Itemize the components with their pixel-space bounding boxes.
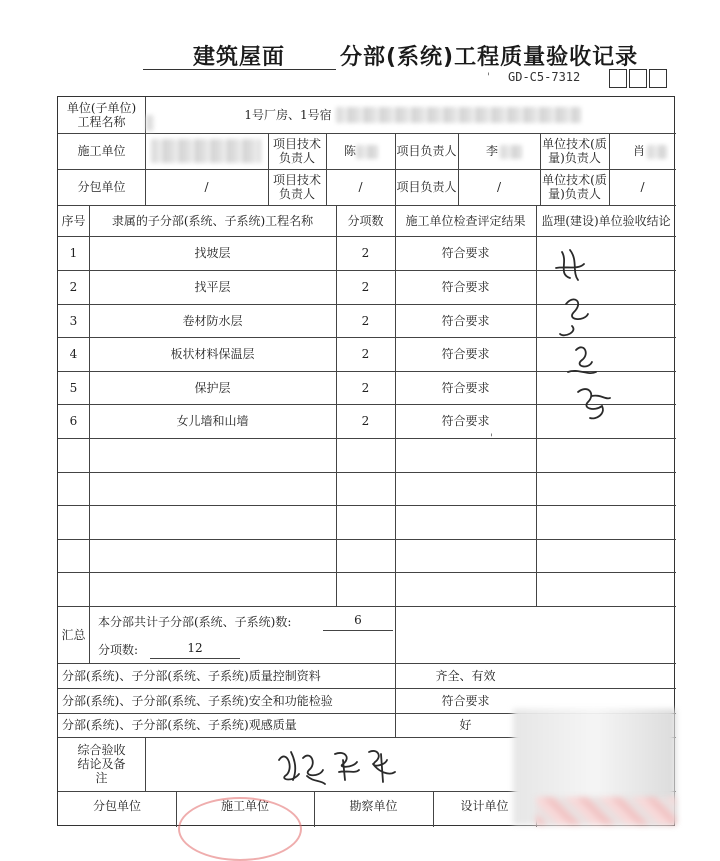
code-boxes	[609, 69, 669, 88]
unit-label-line2: 工程名称	[77, 115, 126, 129]
title-rest: 分部(系统)工程质量验收记录	[340, 45, 639, 70]
check-value: 齐全、有效	[435, 668, 496, 683]
redaction	[336, 107, 581, 123]
tech-lead-label-line2: 负责人	[278, 151, 315, 165]
check-label: 分部(系统)、子分部(系统、子系统)安全和功能检验	[62, 693, 333, 708]
check-value: 符合要求	[441, 693, 490, 708]
row-count: 2	[361, 347, 370, 361]
footer-contractor-unit: 施工单位	[220, 799, 269, 813]
sub-unit-tech-label-line2: 量)负责人	[548, 187, 601, 201]
unit-label-line1: 单位(子单位)	[66, 101, 137, 115]
sub-tech-lead-label-line1: 项目技术	[272, 173, 321, 187]
row-count: 2	[361, 246, 370, 260]
footer-sub-unit: 分包单位	[92, 799, 141, 813]
sub-project-lead-value: /	[496, 180, 502, 194]
unit-label	[58, 97, 145, 133]
title-underline	[143, 69, 336, 70]
unit-tech-label-line1: 单位技术(质	[542, 137, 607, 151]
tick-mark: '	[490, 433, 493, 444]
project-lead-value: 李	[485, 144, 498, 158]
row-result: 符合要求	[441, 380, 490, 395]
row-no: 1	[69, 246, 78, 260]
sub-tech-lead-label-line2: 负责人	[278, 187, 315, 201]
row-no: 4	[69, 347, 78, 361]
row-name: 找平层	[194, 280, 231, 294]
redaction	[500, 145, 522, 159]
redaction	[151, 139, 261, 163]
conclusion-label-line1: 综合验收	[77, 743, 126, 757]
tech-lead-value: 陈	[343, 144, 356, 158]
footer-design-unit: 设计单位	[460, 799, 509, 813]
footer-survey-unit: 勘察单位	[349, 799, 398, 813]
contractor-label: 施工单位	[77, 144, 126, 158]
sub-unit-tech-value: /	[640, 180, 645, 194]
row-name: 板状材料保温层	[170, 347, 255, 361]
unit-tech-label-line2: 量)负责人	[548, 151, 601, 165]
sub-project-lead-label: 项目负责人	[396, 180, 457, 194]
row-no: 3	[69, 313, 78, 328]
check-label: 分部(系统)、子分部(系统、子系统)观感质量	[62, 718, 297, 732]
record-sheet	[57, 96, 675, 826]
row-name: 女儿墙和山墙	[176, 414, 249, 428]
project-lead-label: 项目负责人	[396, 144, 457, 158]
col-header-result: 施工单位检查评定结果	[405, 213, 526, 228]
summary-subcount-value: 6	[323, 610, 393, 631]
tick-mark: '	[487, 72, 490, 83]
sub-tech-lead-label	[268, 169, 326, 205]
tech-lead-label-line1: 项目技术	[272, 137, 321, 151]
row-result: 符合要求	[441, 246, 490, 260]
unit-tech-label	[540, 133, 609, 169]
tech-lead-label	[268, 133, 326, 169]
unit-value: 1号厂房、1号宿	[244, 108, 332, 122]
title-part: 建筑屋面	[193, 45, 286, 70]
col-header-no: 序号	[61, 213, 86, 228]
row-result: 符合要求	[441, 347, 490, 361]
redaction	[536, 797, 676, 825]
row-name: 卷材防水层	[182, 313, 243, 328]
row-count: 2	[361, 414, 370, 428]
summary-label: 汇总	[61, 627, 86, 642]
official-seal	[178, 797, 302, 861]
redaction	[647, 145, 667, 159]
row-count: 2	[361, 313, 370, 328]
row-result: 符合要求	[441, 313, 490, 328]
col-header-count: 分项数	[347, 213, 384, 228]
check-value: 好	[459, 718, 472, 732]
row-count: 2	[361, 280, 370, 294]
col-header-name: 隶属的子分部(系统、子系统)工程名称	[111, 213, 314, 228]
redaction	[146, 115, 154, 131]
sub-tech-lead-value: /	[358, 180, 363, 194]
redaction	[356, 145, 378, 159]
sub-unit-tech-label	[540, 169, 609, 205]
conclusion-label-line3: 注	[95, 771, 108, 785]
summary-itemcount-text: 分项数:	[98, 643, 139, 657]
form-code: GD-C5-7312	[508, 70, 581, 84]
summary-subcount-text: 本分部共计子分部(系统、子系统)数:	[98, 615, 292, 629]
row-result: 符合要求	[441, 280, 490, 294]
row-name: 保护层	[194, 380, 231, 395]
summary-itemcount-value: 12	[150, 638, 240, 659]
sub-unit-tech-label-line1: 单位技术(质	[542, 173, 607, 187]
row-name: 找坡层	[194, 246, 231, 260]
row-no: 6	[69, 414, 78, 428]
row-no: 2	[69, 280, 78, 294]
col-header-conclusion: 监理(建设)单位验收结论	[541, 213, 671, 228]
sub-label: 分包单位	[77, 180, 126, 194]
sub-value: /	[204, 180, 209, 194]
unit-tech-value: 肖	[632, 144, 645, 158]
check-label: 分部(系统)、子分部(系统、子系统)质量控制资料	[62, 668, 321, 683]
conclusion-label	[58, 737, 145, 791]
row-count: 2	[361, 380, 370, 395]
row-no: 5	[69, 380, 78, 395]
row-result: 符合要求	[441, 414, 490, 428]
conclusion-label-line2: 结论及备	[77, 757, 126, 771]
